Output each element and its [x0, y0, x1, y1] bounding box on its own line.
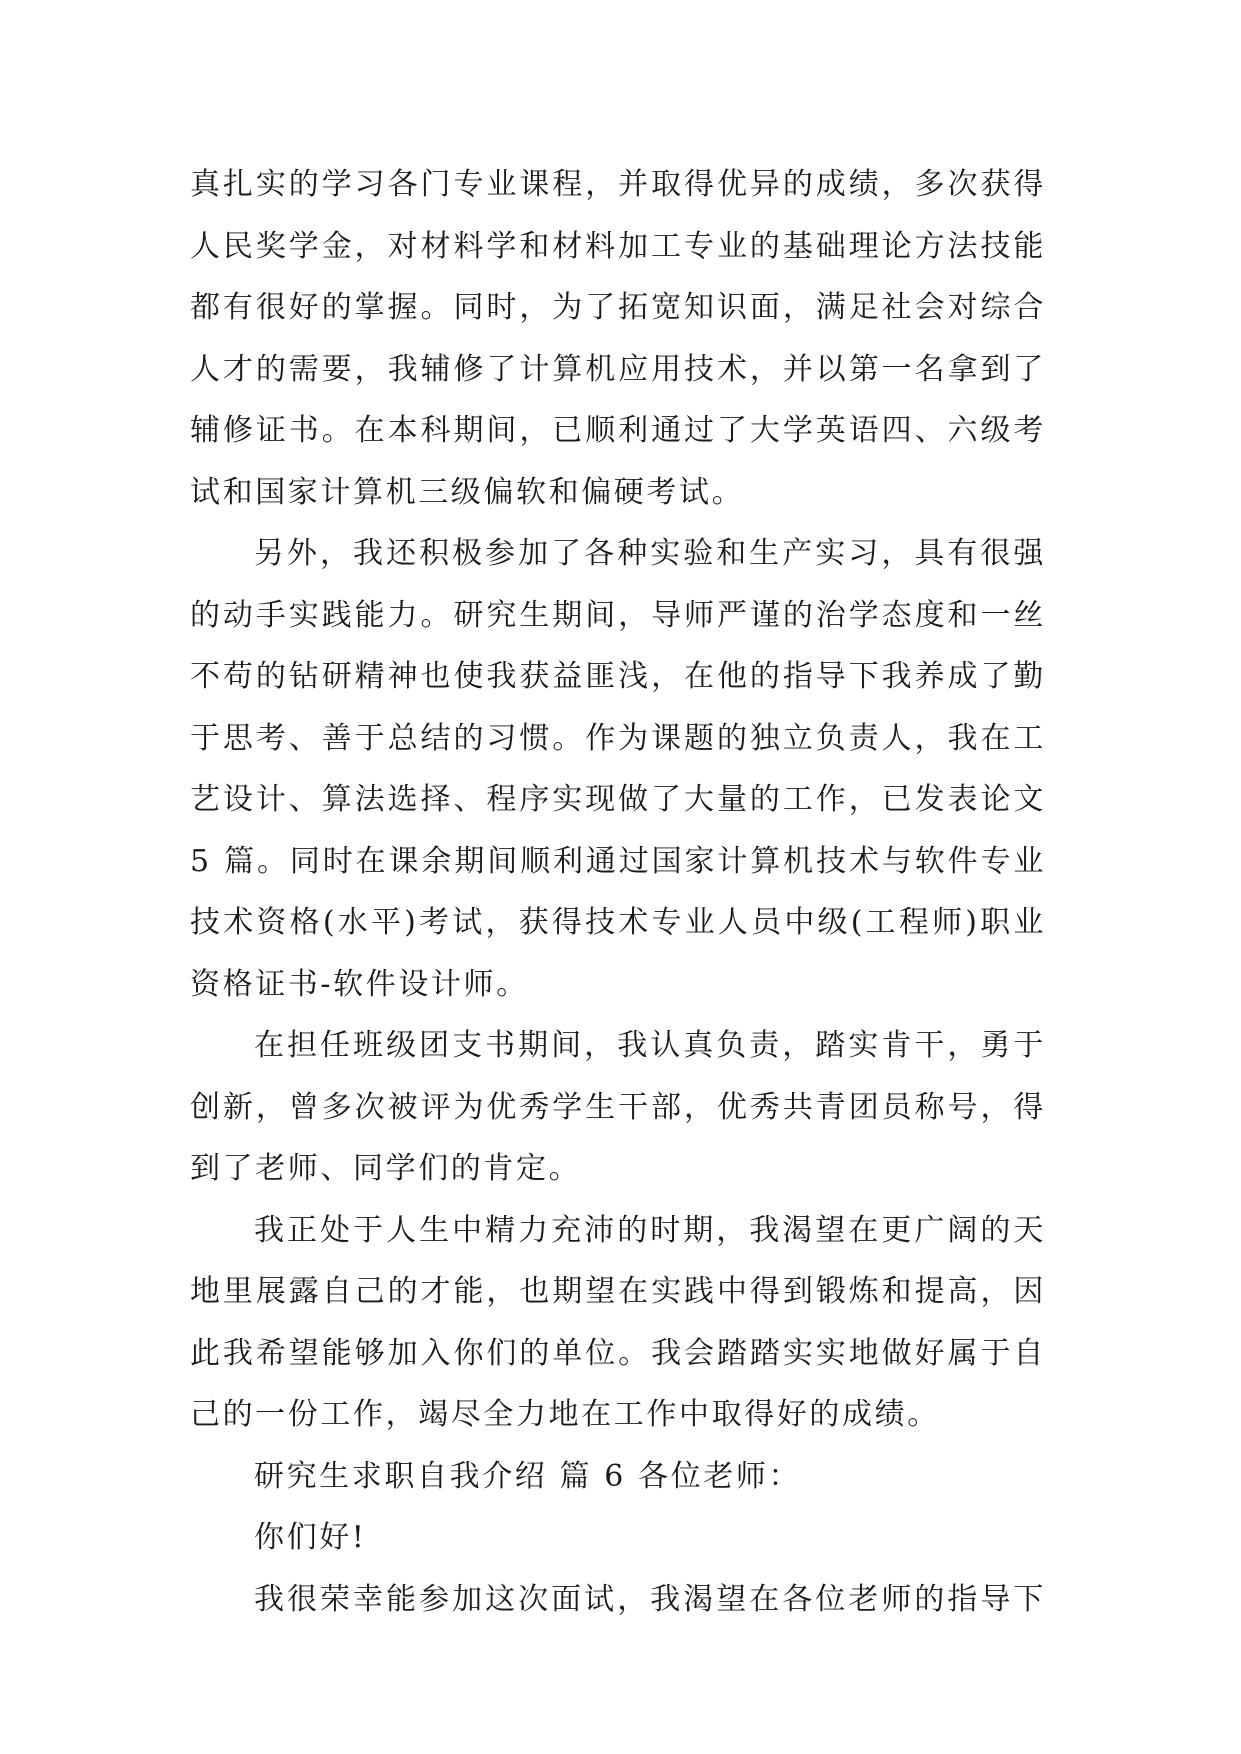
text-line: 我很荣幸能参加这次面试，我渴望在各位老师的指导下: [254, 1581, 1046, 1617]
greeting-line: 你们好!: [254, 1520, 367, 1555]
text-line: 5 篇。同时在课余期间顺利通过国家计算机技术与软件专业: [190, 843, 1046, 879]
text-line: 艺设计、算法选择、程序实现做了大量的工作，已发表论文: [190, 782, 1046, 817]
text-line: 的动手实践能力。研究生期间，导师严谨的治学态度和一丝: [190, 597, 1046, 633]
text-line: 此我希望能够加入你们的单位。我会踏踏实实地做好属于自: [190, 1335, 1046, 1371]
text-line: 己的一份工作，竭尽全力地在工作中取得好的成绩。: [190, 1397, 940, 1432]
text-line: 真扎实的学习各门专业课程，并取得优异的成绩，多次获得: [190, 167, 1046, 202]
text-line: 在担任班级团支书期间，我认真负责，踏实肯干，勇于: [254, 1028, 1046, 1063]
text-line: 不苟的钻研精神也使我获益匪浅，在他的指导下我养成了勤: [190, 659, 1046, 694]
text-line: 技术资格(水平)考试，获得技术专业人员中级(工程师)职业: [190, 905, 1046, 940]
text-line: 地里展露自己的才能，也期望在实践中得到锻炼和提高，因: [190, 1274, 1046, 1309]
text-line: 我正处于人生中精力充沛的时期，我渴望在更广阔的天: [254, 1212, 1046, 1248]
text-line: 试和国家计算机三级偏软和偏硬考试。: [190, 474, 745, 510]
text-line: 人才的需要，我辅修了计算机应用技术，并以第一名拿到了: [190, 351, 1046, 387]
text-line: 资格证书-软件设计师。: [190, 966, 529, 1002]
text-line: 都有很好的掌握。同时，为了拓宽知识面，满足社会对综合: [190, 290, 1046, 325]
text-line: 到了老师、同学们的肯定。: [190, 1151, 582, 1186]
text-line: 于思考、善于总结的习惯。作为课题的独立负责人，我在工: [190, 720, 1046, 756]
text-line: 另外，我还积极参加了各种实验和生产实习，具有很强: [254, 536, 1046, 571]
text-line: 人民奖学金，对材料学和材料加工专业的基础理论方法技能: [190, 228, 1046, 264]
document-body: [190, 154, 1046, 1630]
section-heading-line: 研究生求职自我介绍 篇 6 各位老师：: [254, 1458, 802, 1494]
text-line: 创新，曾多次被评为优秀学生干部，优秀共青团员称号，得: [190, 1089, 1046, 1125]
text-line: 辅修证书。在本科期间，已顺利通过了大学英语四、六级考: [190, 413, 1046, 448]
